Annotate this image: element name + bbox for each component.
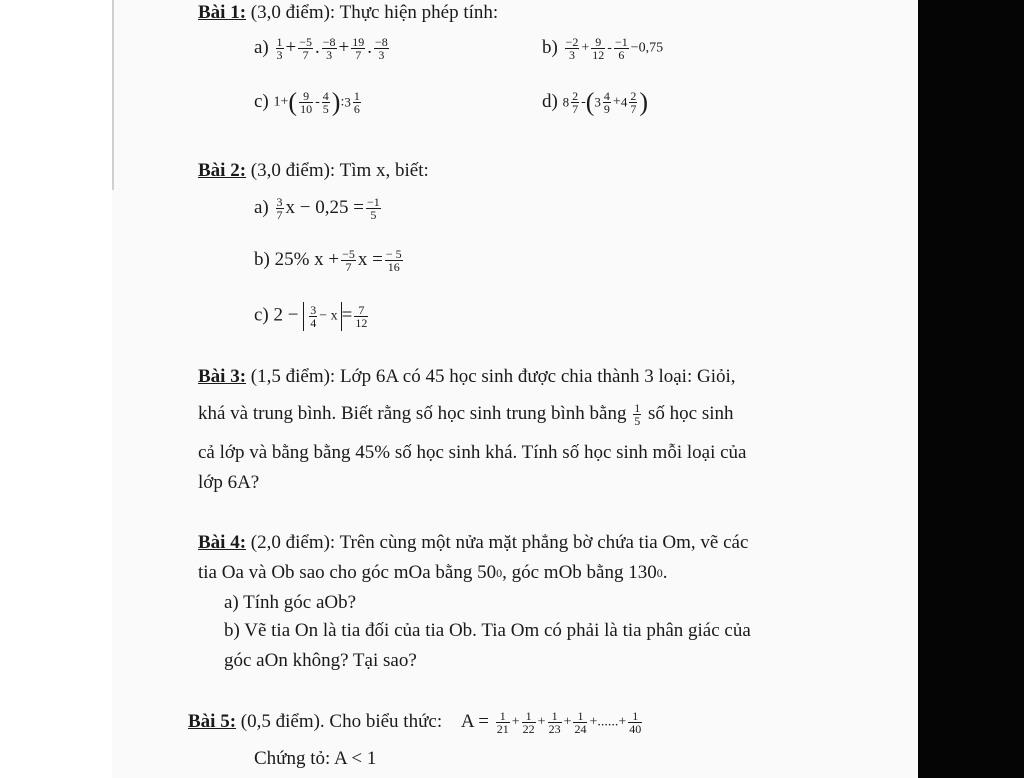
b2-c-label: c)	[254, 304, 269, 326]
operator: +	[563, 714, 572, 730]
fraction: $\frac{-1}{5}$	[366, 195, 380, 222]
fraction: $\frac{-8}{3}$	[322, 35, 336, 62]
b3-line3	[198, 442, 746, 464]
b4-text: b) Vẽ tia On là tia đối của tia Ob. Tia Om có phải là tia phân giác của	[224, 620, 751, 641]
fraction: $\frac{- 5}{16}$	[385, 247, 402, 274]
fraction: $\frac{4}{5}$	[322, 89, 329, 116]
fraction: $\frac{2}{7}$	[572, 89, 579, 116]
b4-text: .	[662, 562, 668, 583]
paren: )	[639, 87, 648, 117]
degree-symbol: 0	[496, 566, 503, 580]
angle-value: 50	[477, 562, 497, 583]
fraction: $\frac{7}{12}$	[355, 302, 368, 330]
b4-line1	[198, 532, 748, 554]
document-page	[112, 0, 918, 778]
operator: :	[340, 94, 345, 110]
b2-b-label: b) 25%	[254, 248, 310, 270]
fraction: $\frac{-5}{7}$	[342, 247, 355, 274]
expression: x +	[314, 248, 340, 270]
page-edge-shadow	[112, 0, 114, 190]
b2-header	[198, 160, 429, 182]
b3-text: lớp 6A?	[198, 472, 260, 493]
operator: .	[315, 36, 320, 58]
fraction: $\frac{-2}{3}$	[565, 35, 579, 62]
b3-line4	[198, 472, 259, 494]
b3-line1	[198, 366, 736, 388]
whole-part: 4	[620, 94, 628, 110]
degree-symbol: 0	[656, 566, 663, 580]
operator: +	[511, 714, 520, 730]
b5-text: (0,5 điểm). Cho biểu thức:	[240, 710, 443, 732]
b2-a	[254, 196, 383, 221]
b2-a-label: a)	[254, 196, 269, 218]
b1-b-label: b)	[542, 36, 558, 58]
expression: x =	[357, 248, 383, 270]
b3-text: (1,5 điểm): Lớp 6A có 45 học sinh được chia thành 3 loại: Giỏi,	[250, 366, 736, 387]
b2-b	[254, 248, 405, 273]
b2-title: Bài 2:	[198, 160, 247, 181]
term: 1+	[273, 94, 289, 110]
b3-text: số học sinh	[648, 402, 734, 424]
left-margin	[0, 0, 112, 778]
b3-title: Bài 3:	[198, 366, 247, 387]
fraction: $\frac{1}{5}$	[634, 401, 641, 428]
b4-question-b2	[224, 650, 417, 672]
b1-a-label: a)	[254, 36, 269, 58]
b4-question-a	[224, 592, 356, 614]
fraction: $\frac{19}{7}$	[352, 35, 365, 62]
fraction: $\frac{9}{10}$	[300, 89, 313, 116]
fraction: $\frac{1}{6}$	[353, 89, 360, 116]
right-margin	[918, 0, 1024, 778]
b1-b	[542, 36, 663, 61]
fraction: $\frac{1}{23}$	[548, 709, 561, 736]
b4-line2	[198, 562, 667, 584]
b4-text: a) Tính góc aOb?	[224, 592, 357, 613]
b3-line2	[198, 402, 734, 427]
b4-text: (2,0 điểm): Trên cùng một nửa mặt phẳng bờ chứa tia Om, vẽ các	[250, 532, 749, 553]
fraction: $\frac{3}{4}$	[310, 303, 317, 331]
expression: A =	[460, 710, 489, 732]
b2-c	[254, 302, 370, 331]
operator: =	[341, 304, 353, 326]
b4-question-b	[224, 620, 751, 642]
b4-text: , góc mOb bằng	[502, 562, 624, 583]
angle-value: 130	[628, 562, 657, 583]
fraction: $\frac{1}{22}$	[522, 709, 535, 736]
fraction: $\frac{1}{40}$	[629, 709, 642, 736]
fraction: $\frac{4}{9}$	[603, 89, 610, 116]
whole-part: 8	[562, 94, 570, 110]
whole-part: 3	[344, 94, 351, 110]
operator: +	[612, 94, 621, 110]
fraction: $\frac{1}{21}$	[496, 709, 509, 736]
b2-desc: (3,0 điểm): Tìm x, biết:	[250, 160, 429, 181]
b1-header	[198, 2, 498, 24]
fraction: $\frac{3}{7}$	[276, 195, 283, 222]
whole-part: 3	[594, 94, 601, 110]
operator: +	[338, 36, 350, 58]
fraction: $\frac{-8}{3}$	[375, 35, 388, 62]
b1-c	[254, 87, 363, 117]
b5-line1	[188, 710, 644, 735]
b5-prove	[254, 748, 376, 770]
fraction: $\frac{-5}{7}$	[299, 35, 313, 62]
operator: +	[581, 40, 590, 56]
b4-text: tia Oa và Ob sao cho góc mOa bằng	[198, 562, 473, 583]
paren: (	[585, 87, 595, 117]
fraction: $\frac{1}{3}$	[276, 35, 283, 62]
absolute-value	[303, 302, 341, 331]
expression: − x	[319, 308, 338, 324]
operator: -	[581, 94, 586, 110]
operator: .	[367, 36, 373, 58]
b1-c-label: c)	[254, 90, 269, 112]
b4-text: góc aOn không? Tại sao?	[224, 650, 417, 671]
operator: +	[285, 36, 297, 58]
ellipsis: +......+	[589, 714, 627, 730]
fraction: $\frac{1}{24}$	[574, 709, 587, 736]
b1-d	[542, 87, 648, 117]
b1-a	[254, 36, 391, 61]
fraction: $\frac{-1}{6}$	[614, 35, 628, 62]
paren: )	[331, 87, 341, 117]
expression: 2 −	[273, 304, 299, 326]
b5-title: Bài 5:	[188, 710, 237, 732]
expression: x − 0,25 =	[285, 196, 364, 218]
b3-text: khá và trung bình. Biết rằng số học sinh trung bình bằng	[198, 402, 627, 424]
fraction: $\frac{2}{7}$	[630, 89, 637, 116]
b1-d-label: d)	[542, 90, 558, 112]
b1-title: Bài 1:	[198, 2, 247, 23]
b3-text: cả lớp và bằng bằng 45% số học sinh khá. Tính số học sinh mỗi loại của	[198, 442, 747, 463]
b5-text: Chứng tỏ: A < 1	[254, 748, 377, 769]
paren: (	[288, 87, 298, 117]
operator: -	[315, 94, 320, 110]
b1-desc: (3,0 điểm): Thực hiện phép tính:	[250, 2, 499, 23]
fraction: $\frac{9}{12}$	[592, 35, 605, 62]
b4-title: Bài 4:	[198, 532, 247, 553]
operator: -	[607, 40, 612, 56]
operator: +	[537, 714, 546, 730]
tail-term: −0,75	[630, 40, 664, 56]
